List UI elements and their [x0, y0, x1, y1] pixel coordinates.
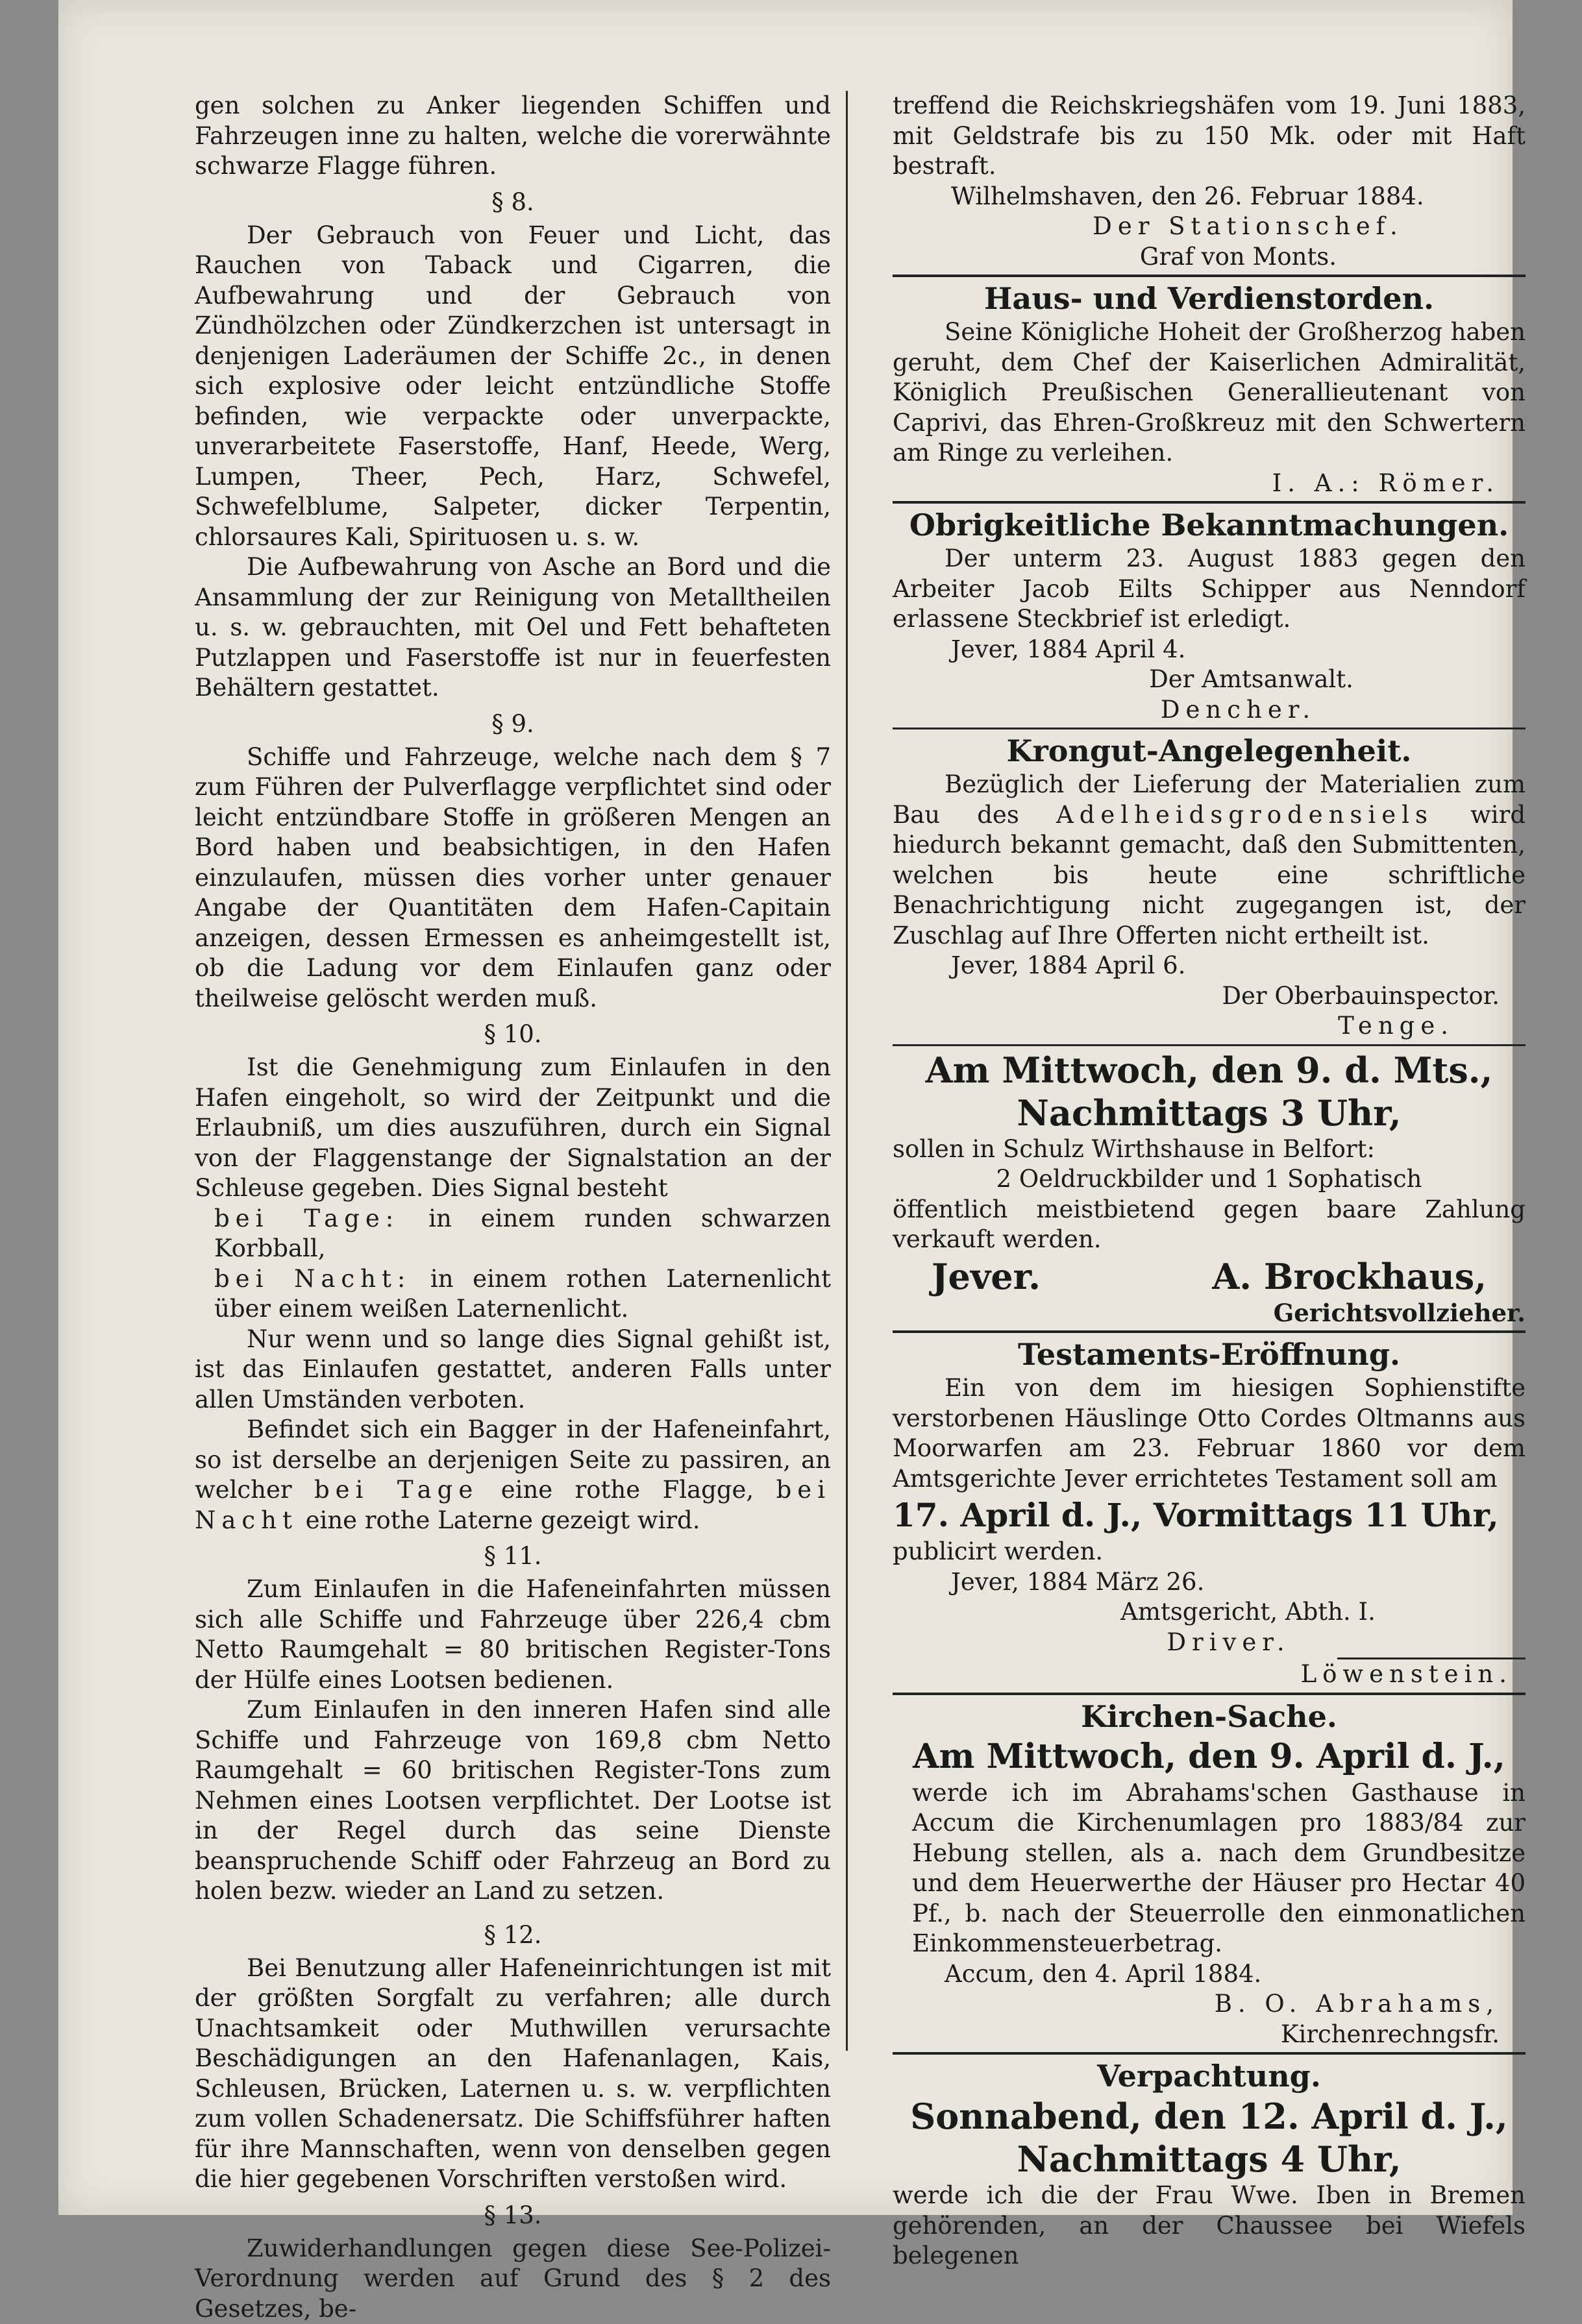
signal-night-line: [195, 1264, 831, 1325]
auction-signature-line: [893, 1255, 1526, 1298]
section-9-paragraph: Schiffe und Fahrzeuge, welche nach dem § 7 zum Führen der Pulverflagge verpflichtet sind oder leicht entzündbare Stoffe in größeren Mengen an Bord haben und beabsichtigen, in den Hafen einzulaufen, müssen dies vorher unter genauer Angabe der Quantitäten dem Hafen-Capitain anzeigen, dessen Ermessen es anheimgestellt ist, ob die Ladung vor dem Einlaufen ganz oder theilweise gelöscht werden muß.: [195, 742, 831, 1014]
testament-date: 17. April d. J., Vormittags 11 Uhr,: [893, 1494, 1526, 1537]
divider-rule: [893, 501, 1526, 504]
section-11-paragraph-1: Zum Einlaufen in die Hafeneinfahrten müssen sich alle Schiffe und Fahrzeuge über 226,4 cbm Netto Raumgehalt = 80 britischen Register-Tons der Hülfe eines Lootsen bedienen.: [195, 1574, 831, 1695]
section-8-paragraph-2: Die Aufbewahrung von Asche an Bord und die Ansammlung der zur Reinigung von Metalltheilen u. s. w. gebrauchten, mit Oel und Fett behafteten Putzlappen und Faserstoffe ist nur in feuerfesten Behältern gestattet.: [195, 552, 831, 703]
auction-items: 2 Oeldruckbilder und 1 Sophatisch: [893, 1164, 1526, 1195]
auction-bailiff-role: Gerichtsvollzieher.: [893, 1298, 1526, 1328]
continuation-place-date: Wilhelmshaven, den 26. Februar 1884.: [893, 182, 1526, 212]
kirchen-heading: Kirchen-Sache.: [893, 1698, 1526, 1735]
signal-day-text: in einem runden schwarzen Korbball,: [214, 1205, 831, 1263]
verpachtung-heading: Verpachtung.: [893, 2057, 1526, 2095]
verpachtung-text: werde ich die der Frau Wwe. Iben in Bremen gehörenden, an der Chaussee bei Wiefels belegenen: [893, 2181, 1526, 2271]
testament-court: Amtsgericht, Abth. I.: [893, 1597, 1526, 1628]
testament-clerk: Löwenstein.: [893, 1659, 1526, 1690]
testament-place-date: Jever, 1884 März 26.: [893, 1567, 1526, 1598]
dredger-text-c: eine rothe Laterne gezeigt wird.: [306, 1506, 700, 1534]
testament-judge: Driver.: [893, 1628, 1526, 1658]
section-10-paragraph-1: Ist die Genehmigung zum Einlaufen in den Hafen eingeholt, so wird der Zeitpunkt und die Erlaubniß, um dies auszuführen, durch ein Signal von der Flaggenstange der Signalstation an der Schleuse gegeben. Dies Signal besteht: [195, 1053, 831, 1204]
testament-text-2: publicirt werden.: [893, 1537, 1526, 1567]
intro-paragraph: gen solchen zu Anker liegenden Schiffen und Fahrzeugen inne zu halten, welche die vorerwähnte schwarze Flagge führen.: [195, 91, 831, 182]
divider-rule: [893, 728, 1526, 729]
section-10-paragraph-3: [195, 1415, 831, 1535]
continuation-signature: Graf von Monts.: [893, 242, 1526, 273]
section-12-paragraph: Bei Benutzung aller Hafeneinrichtungen ist mit der größten Sorgfalt zu verfahren; alle durch Unachtsamkeit oder Muthwillen verursachte Beschädigungen an den Hafenanlagen, Kais, Schleusen, Brücken, Laternen u. s. w. verpflichten zum vollen Schadenersatz. Die Schiffsführer haften für ihre Mannschaften, wenn von denselben gegen die hier gegebenen Vorschriften verstoßen wird.: [195, 1953, 831, 2195]
kirchen-role: Kirchenrechngsfr.: [893, 2020, 1526, 2050]
auction-text-1: sollen in Schulz Wirthshause in Belfort:: [893, 1134, 1526, 1165]
kirchen-signature: B. O. Abrahams,: [893, 1989, 1526, 2020]
auction-date-line: Am Mittwoch, den 9. d. Mts.,: [893, 1049, 1526, 1092]
column-divider: [846, 91, 848, 2051]
divider-rule: [893, 2052, 1526, 2055]
signal-day-line: [195, 1204, 831, 1264]
section-11-paragraph-2: Zum Einlaufen in den inneren Hafen sind alle Schiffe und Fahrzeuge von 169,8 cbm Netto Raumgehalt = 60 britischen Register-Tons zum Nehmen eines Lootsen verpflichtet. Der Lootse ist in der Regel durch das seine Dienste beanspruchende Schiff oder Fahrzeug an Bord zu holen bezw. wieder an Land zu setzen.: [195, 1695, 831, 1907]
krongut-siel-name: Adelheidsgrodensiels: [1056, 801, 1433, 829]
auction-bailiff-name: A. Brockhaus,: [1212, 1255, 1526, 1298]
section-13-paragraph: Zuwiderhandlungen gegen diese See-Polizei-Verordnung werden auf Grund des § 2 des Gesetzes, be-: [195, 2234, 831, 2324]
dredger-text-a: Befindet sich ein Bagger in der Hafeneinfahrt, so ist derselbe an derjenigen Seite zu passiren, an welcher: [195, 1415, 831, 1504]
krongut-text-b: wird hiedurch bekannt gemacht, daß den Submittenten, welchen bis heute eine schriftliche Benachrichtigung nicht zugegangen ist, der Zuschlag auf Ihre Offerten nicht ertheilt ist.: [893, 801, 1526, 949]
obrigkeit-office: Der Amtsanwalt.: [893, 665, 1526, 695]
testament-text: Ein von dem im hiesigen Sophienstifte verstorbenen Häuslinge Otto Cordes Oltmanns aus Moorwarfen am 23. Februar 1860 vor dem Amtsgerichte Jever errichtetes Testament soll am: [893, 1373, 1526, 1494]
kirchen-date: Am Mittwoch, den 9. April d. J.,: [893, 1735, 1526, 1778]
continuation-office: Der Stationschef.: [893, 212, 1526, 242]
divider-rule: [893, 1044, 1526, 1046]
obrigkeit-signature: Dencher.: [893, 695, 1526, 726]
section-10-title: § 10.: [195, 1019, 831, 1050]
signal-night-label: bei Nacht:: [214, 1265, 411, 1293]
krongut-text-a: Bezüglich der Lieferung der Materialien zum Bau des: [893, 770, 1526, 829]
section-12-title: § 12.: [195, 1920, 831, 1951]
auction-time-line: Nachmittags 3 Uhr,: [893, 1092, 1526, 1134]
signal-day-label: bei Tage:: [214, 1205, 399, 1232]
orden-signature: I. A.: Römer.: [893, 469, 1526, 499]
obrigkeit-text: Der unterm 23. August 1883 gegen den Arbeiter Jacob Eilts Schipper aus Nenndorf erlassene Steckbrief ist erledigt.: [893, 544, 1526, 635]
divider-rule: [893, 1693, 1526, 1695]
right-column: [893, 91, 1526, 2271]
divider-rule: [893, 1330, 1526, 1333]
krongut-place-date: Jever, 1884 April 6.: [893, 951, 1526, 981]
verpachtung-time: Nachmittags 4 Uhr,: [893, 2138, 1526, 2181]
kirchen-place-date: Accum, den 4. April 1884.: [893, 1959, 1526, 1990]
continuation-paragraph: treffend die Reichskriegshäfen vom 19. Juni 1883, mit Geldstrafe bis zu 150 Mk. oder mit Haft bestraft.: [893, 91, 1526, 182]
section-8-title: § 8.: [195, 187, 831, 218]
section-13-title: § 13.: [195, 2200, 831, 2231]
auction-text-2: öffentlich meistbietend gegen baare Zahlung verkauft werden.: [893, 1195, 1526, 1255]
krongut-signature: Tenge.: [893, 1011, 1526, 1042]
dredger-text-b: eine rothe Flagge,: [501, 1476, 754, 1504]
krongut-heading: Krongut-Angelegenheit.: [893, 732, 1526, 770]
verpachtung-date: Sonnabend, den 12. April d. J.,: [893, 2095, 1526, 2138]
orden-heading: Haus- und Verdienstorden.: [893, 280, 1526, 317]
auction-place: Jever.: [893, 1255, 1041, 1298]
section-8-paragraph-1: Der Gebrauch von Feuer und Licht, das Rauchen von Taback und Cigarren, die Aufbewahrung und der Gebrauch von Zündhölzchen oder Zündkerzchen ist untersagt in denjenigen Laderäumen der Schiffe 2c., in denen sich explosive oder leicht entzündliche Stoffe befinden, wie verpackte oder unverpackte, unverarbeitete Faserstoffe, Hanf, Heede, Werg, Lumpen, Theer, Pech, Harz, Schwefel, Schwefelblume, Salpeter, dicker Terpentin, chlorsaures Kali, Spirituosen u. s. w.: [195, 221, 831, 553]
dredger-day-label: bei Tage: [314, 1476, 478, 1504]
section-11-title: § 11.: [195, 1541, 831, 1572]
left-column: [195, 91, 831, 2324]
krongut-text: [893, 770, 1526, 951]
testament-heading: Testaments-Eröffnung.: [893, 1336, 1526, 1373]
krongut-office: Der Oberbauinspector.: [893, 981, 1526, 1012]
orden-text: Seine Königliche Hoheit der Großherzog haben geruht, dem Chef der Kaiserlichen Admiralität, Königlich Preußischen Generallieutenant von Caprivi, das Ehren-Großkreuz mit den Schwertern am Ringe zu verleihen.: [893, 317, 1526, 469]
section-10-paragraph-2: Nur wenn und so lange dies Signal gehißt ist, ist das Einlaufen gestattet, anderen Falls unter allen Umständen verboten.: [195, 1325, 831, 1415]
dredger-night-label: bei Nacht: [195, 1476, 831, 1534]
signal-night-text: in einem rothen Laternenlicht über einem weißen Laternenlicht.: [214, 1265, 831, 1323]
obrigkeit-place-date: Jever, 1884 April 4.: [893, 635, 1526, 665]
divider-rule: [893, 275, 1526, 277]
obrigkeit-heading: Obrigkeitliche Bekanntmachungen.: [893, 506, 1526, 544]
kirchen-text: werde ich im Abrahams'schen Gasthause in Accum die Kirchenumlagen pro 1883/84 zur Hebung stellen, als a. nach dem Grundbesitze und dem Heuerwerthe der Häuser pro Hectar 40 Pf., b. nach der Steuerrolle den einmonatlichen Einkommensteuerbetrag.: [893, 1778, 1526, 1959]
section-9-title: § 9.: [195, 709, 831, 740]
